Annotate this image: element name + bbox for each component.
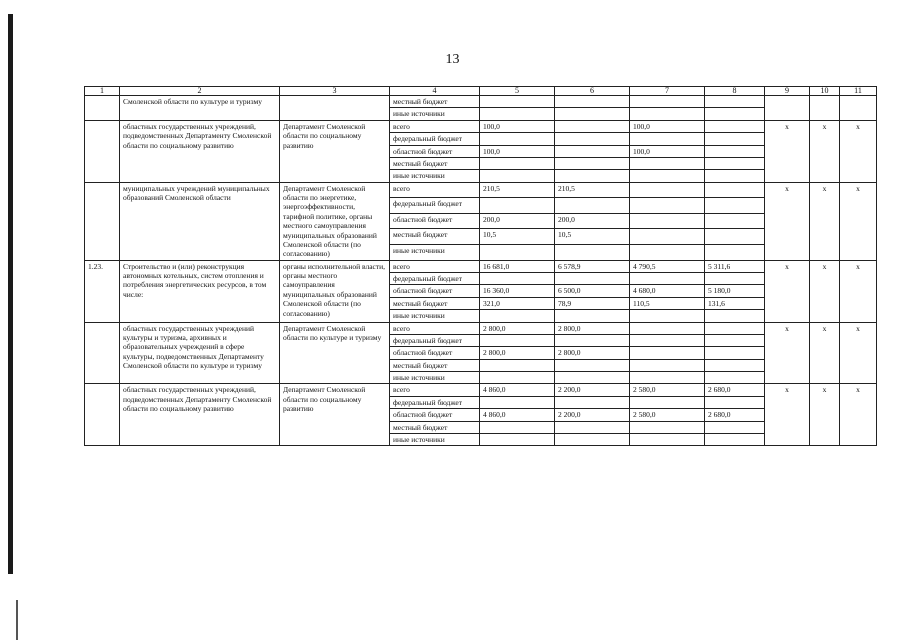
funding-source-cell: областной бюджет [390, 285, 480, 297]
amount-cell [480, 96, 555, 108]
amount-cell: 4 790,5 [630, 260, 705, 272]
funding-source-cell: федеральный бюджет [390, 396, 480, 408]
mark-cell: x [765, 322, 810, 384]
amount-cell: 2 800,0 [480, 347, 555, 359]
amount-cell [630, 334, 705, 346]
amount-cell [705, 322, 765, 334]
amount-cell: 2 200,0 [555, 409, 630, 421]
amount-cell [555, 198, 630, 214]
mark-cell: x [810, 182, 840, 260]
funding-source-cell: всего [390, 384, 480, 396]
table-row [85, 384, 877, 396]
header-cell-11: 11 [840, 87, 877, 96]
row-executor-cell: Департамент Смоленской области по культуре и туризму [280, 322, 390, 384]
mark-cell [765, 96, 810, 121]
amount-cell: 5 180,0 [705, 285, 765, 297]
amount-cell: 5 311,6 [705, 260, 765, 272]
amount-cell [705, 421, 765, 433]
row-executor-cell: Департамент Смоленской области по социальному развитию [280, 384, 390, 446]
amount-cell: 100,0 [630, 120, 705, 132]
amount-cell: 2 580,0 [630, 409, 705, 421]
amount-cell [480, 245, 555, 261]
amount-cell [480, 372, 555, 384]
table-row [85, 120, 877, 132]
amount-cell [705, 133, 765, 145]
amount-cell: 210,5 [480, 182, 555, 198]
mark-cell: x [810, 120, 840, 182]
row-executor-cell [280, 96, 390, 121]
amount-cell: 100,0 [480, 120, 555, 132]
amount-cell [630, 245, 705, 261]
amount-cell [705, 310, 765, 322]
row-name-cell: областных государственных учреждений культуры и туризма, архивных и образовательных учреждений в сфере культуры, подведомственных Департаменту Смоленской области по культуре и туризму [120, 322, 280, 384]
amount-cell [705, 433, 765, 445]
amount-cell: 131,6 [705, 297, 765, 309]
mark-cell: x [810, 260, 840, 322]
amount-cell [705, 198, 765, 214]
amount-cell [630, 229, 705, 245]
mark-cell: x [810, 384, 840, 446]
amount-cell [630, 198, 705, 214]
amount-cell [630, 133, 705, 145]
mark-cell [840, 96, 877, 121]
amount-cell [480, 157, 555, 169]
amount-cell: 16 681,0 [480, 260, 555, 272]
amount-cell [630, 273, 705, 285]
funding-source-cell: иные источники [390, 108, 480, 120]
row-number-cell [85, 322, 120, 384]
amount-cell: 16 360,0 [480, 285, 555, 297]
row-name-cell: областных государственных учреждений, подведомственных Департаменту Смоленской области по социальному развитию [120, 384, 280, 446]
funding-source-cell: иные источники [390, 170, 480, 182]
amount-cell: 100,0 [630, 145, 705, 157]
amount-cell [555, 120, 630, 132]
amount-cell [630, 182, 705, 198]
amount-cell [480, 133, 555, 145]
amount-cell [555, 145, 630, 157]
amount-cell [705, 372, 765, 384]
amount-cell [630, 157, 705, 169]
amount-cell [555, 157, 630, 169]
funding-source-cell: местный бюджет [390, 421, 480, 433]
mark-cell: x [765, 120, 810, 182]
amount-cell [705, 145, 765, 157]
amount-cell [555, 421, 630, 433]
table-row [85, 260, 877, 272]
table-body [85, 87, 877, 446]
funding-source-cell: местный бюджет [390, 297, 480, 309]
funding-source-cell: всего [390, 322, 480, 334]
amount-cell [705, 120, 765, 132]
amount-cell [705, 170, 765, 182]
row-name-cell: областных государственных учреждений, подведомственных Департаменту Смоленской области по социальному развитию [120, 120, 280, 182]
amount-cell [630, 347, 705, 359]
mark-cell: x [765, 260, 810, 322]
header-cell-3: 3 [280, 87, 390, 96]
amount-cell: 2 580,0 [630, 384, 705, 396]
amount-cell [705, 347, 765, 359]
amount-cell: 2 680,0 [705, 409, 765, 421]
funding-source-cell: федеральный бюджет [390, 273, 480, 285]
amount-cell [555, 108, 630, 120]
header-row [85, 87, 877, 96]
header-cell-8: 8 [705, 87, 765, 96]
scan-edge-mark-lower [16, 600, 18, 640]
amount-cell: 10,5 [480, 229, 555, 245]
amount-cell: 210,5 [555, 182, 630, 198]
row-executor-cell: Департамент Смоленской области по социальному развитию [280, 120, 390, 182]
funding-source-cell: всего [390, 120, 480, 132]
mark-cell: x [840, 120, 877, 182]
amount-cell: 6 578,9 [555, 260, 630, 272]
scan-edge-mark [8, 14, 13, 574]
amount-cell [705, 334, 765, 346]
amount-cell [480, 433, 555, 445]
amount-cell: 4 680,0 [630, 285, 705, 297]
funding-source-cell: областной бюджет [390, 145, 480, 157]
mark-cell: x [840, 322, 877, 384]
amount-cell [630, 421, 705, 433]
funding-source-cell: областной бюджет [390, 347, 480, 359]
amount-cell [480, 170, 555, 182]
amount-cell [480, 310, 555, 322]
budget-table [84, 86, 877, 446]
amount-cell [555, 372, 630, 384]
amount-cell [480, 273, 555, 285]
row-name-cell: Строительство и (или) реконструкция автономных котельных, систем отопления и потребления энергетических ресурсов, в том числе: [120, 260, 280, 322]
amount-cell [705, 245, 765, 261]
funding-source-cell: иные источники [390, 372, 480, 384]
amount-cell: 200,0 [480, 213, 555, 229]
table-row [85, 96, 877, 108]
row-name-cell: Смоленской области по культуре и туризму [120, 96, 280, 121]
funding-source-cell: местный бюджет [390, 359, 480, 371]
header-cell-9: 9 [765, 87, 810, 96]
funding-source-cell: федеральный бюджет [390, 133, 480, 145]
table-row [85, 182, 877, 198]
amount-cell [630, 96, 705, 108]
amount-cell: 4 860,0 [480, 409, 555, 421]
amount-cell [705, 273, 765, 285]
row-number-cell [85, 182, 120, 260]
amount-cell: 2 200,0 [555, 384, 630, 396]
funding-source-cell: иные источники [390, 433, 480, 445]
amount-cell [555, 170, 630, 182]
amount-cell [480, 334, 555, 346]
row-executor-cell: Департамент Смоленской области по энергетике, энергоэффективности, тарифной политике, органы местного самоуправления муниципальных образований Смоленской области (по согласованию) [280, 182, 390, 260]
row-name-cell: муниципальных учреждений муниципальных образований Смоленской области [120, 182, 280, 260]
amount-cell: 78,9 [555, 297, 630, 309]
header-cell-2: 2 [120, 87, 280, 96]
amount-cell [555, 245, 630, 261]
amount-cell [705, 96, 765, 108]
funding-source-cell: областной бюджет [390, 213, 480, 229]
mark-cell: x [840, 384, 877, 446]
amount-cell [705, 182, 765, 198]
amount-cell [555, 96, 630, 108]
amount-cell [630, 359, 705, 371]
header-cell-7: 7 [630, 87, 705, 96]
amount-cell [630, 433, 705, 445]
funding-source-cell: всего [390, 182, 480, 198]
amount-cell [630, 396, 705, 408]
row-number-cell [85, 96, 120, 121]
amount-cell [630, 170, 705, 182]
funding-source-cell: иные источники [390, 310, 480, 322]
amount-cell: 100,0 [480, 145, 555, 157]
funding-source-cell: местный бюджет [390, 157, 480, 169]
amount-cell: 110,5 [630, 297, 705, 309]
amount-cell [480, 198, 555, 214]
header-cell-1: 1 [85, 87, 120, 96]
funding-source-cell: федеральный бюджет [390, 334, 480, 346]
amount-cell [630, 372, 705, 384]
amount-cell [555, 310, 630, 322]
amount-cell [630, 108, 705, 120]
mark-cell: x [810, 322, 840, 384]
mark-cell: x [765, 182, 810, 260]
mark-cell: x [765, 384, 810, 446]
amount-cell [705, 213, 765, 229]
funding-source-cell: местный бюджет [390, 96, 480, 108]
amount-cell [555, 334, 630, 346]
amount-cell [555, 396, 630, 408]
amount-cell: 321,0 [480, 297, 555, 309]
amount-cell [705, 396, 765, 408]
amount-cell [555, 273, 630, 285]
amount-cell [555, 433, 630, 445]
mark-cell: x [840, 260, 877, 322]
table-row [85, 322, 877, 334]
funding-source-cell: областной бюджет [390, 409, 480, 421]
row-number-cell: 1.23. [85, 260, 120, 322]
mark-cell [810, 96, 840, 121]
amount-cell [480, 359, 555, 371]
funding-source-cell: иные источники [390, 245, 480, 261]
amount-cell [630, 310, 705, 322]
amount-cell [630, 322, 705, 334]
header-cell-4: 4 [390, 87, 480, 96]
amount-cell [705, 157, 765, 169]
funding-source-cell: федеральный бюджет [390, 198, 480, 214]
amount-cell [555, 359, 630, 371]
page-number: 13 [445, 52, 460, 67]
amount-cell: 2 800,0 [555, 322, 630, 334]
row-number-cell [85, 120, 120, 182]
mark-cell: x [840, 182, 877, 260]
row-executor-cell: органы исполнительной власти, органы местного самоуправления муниципальных образований Смоленской области (по согласованию) [280, 260, 390, 322]
funding-source-cell: всего [390, 260, 480, 272]
amount-cell: 4 860,0 [480, 384, 555, 396]
amount-cell: 10,5 [555, 229, 630, 245]
amount-cell [705, 229, 765, 245]
row-number-cell [85, 384, 120, 446]
amount-cell [705, 108, 765, 120]
amount-cell: 6 500,0 [555, 285, 630, 297]
amount-cell: 2 680,0 [705, 384, 765, 396]
amount-cell: 200,0 [555, 213, 630, 229]
amount-cell [480, 108, 555, 120]
funding-source-cell: местный бюджет [390, 229, 480, 245]
amount-cell: 2 800,0 [480, 322, 555, 334]
amount-cell [705, 359, 765, 371]
header-cell-10: 10 [810, 87, 840, 96]
amount-cell [630, 213, 705, 229]
header-cell-5: 5 [480, 87, 555, 96]
amount-cell: 2 800,0 [555, 347, 630, 359]
header-cell-6: 6 [555, 87, 630, 96]
amount-cell [480, 396, 555, 408]
amount-cell [555, 133, 630, 145]
amount-cell [480, 421, 555, 433]
